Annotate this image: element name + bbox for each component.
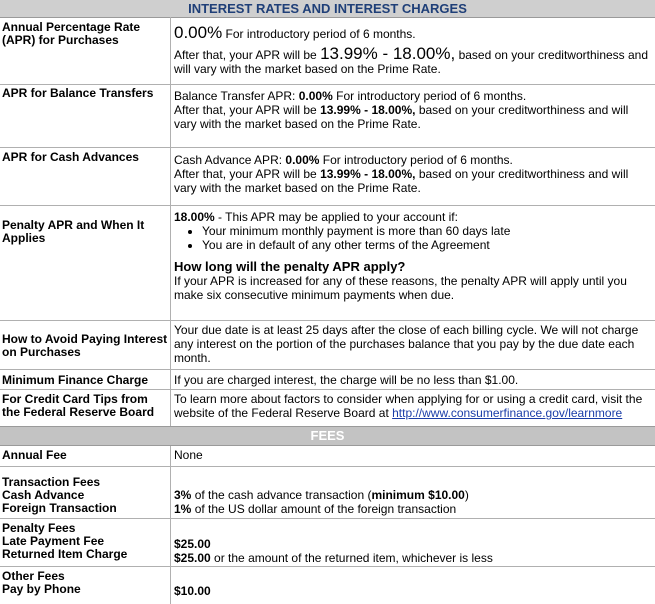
- annual-fee-label: Annual Fee: [2, 448, 67, 462]
- penalty-fees-label: [2, 522, 168, 561]
- penalty-rate: 18.00%: [174, 210, 215, 224]
- min-finance-label: Minimum Finance Charge: [2, 373, 149, 387]
- purchases-range: 13.99% - 18.00%,: [320, 44, 456, 63]
- other-fees-label: [2, 570, 168, 596]
- cash-advance-fee-end: ): [464, 488, 469, 502]
- penalty-desc: - This APR may be applied to your account if:: [218, 210, 458, 224]
- purchases-intro: For introductory period of 6 months.: [225, 27, 416, 41]
- penalty-fees-title: Penalty Fees: [2, 521, 76, 535]
- penalty-conditions-list: [174, 224, 652, 252]
- tips-text: To learn more about factors to consider when applying for or using a credit card, visit the website of the Federal Reserve Board at: [174, 392, 643, 420]
- list-item: • Your minimum monthly payment is more than 60 days late: [202, 224, 652, 238]
- cash-advance-rate: 0.00%: [285, 153, 320, 167]
- row-divider: [0, 389, 655, 390]
- annual-fee-value: None: [174, 448, 203, 462]
- foreign-fee-text: of the US dollar amount of the foreign transaction: [194, 502, 457, 516]
- row-divider: [0, 369, 655, 370]
- balance-transfer-after-prefix: After that, your APR will be: [174, 103, 317, 117]
- late-payment-label: Late Payment Fee: [2, 534, 105, 548]
- interest-rates-header: [0, 0, 655, 18]
- fees-header-title: FEES: [310, 428, 345, 443]
- cash-advance-min: minimum $10.00: [371, 488, 465, 502]
- row-divider: [0, 566, 655, 567]
- cash-advance-intro: For introductory period of 6 months.: [322, 153, 513, 167]
- column-divider-bottom: [170, 444, 171, 604]
- tips-label: For Credit Card Tips from the Federal Reserve Board: [2, 392, 155, 419]
- balance-transfer-after-suffix: based on your creditworthiness and will vary with the market based on the Prime Rate.: [174, 103, 629, 131]
- balance-transfer-intro: For introductory period of 6 months.: [336, 89, 527, 103]
- purchases-apr-value: [174, 23, 652, 76]
- cash-advance-fee-label: Cash Advance: [2, 488, 85, 502]
- purchases-after-prefix: After that, your APR will be: [174, 48, 317, 62]
- avoid-interest-label: How to Avoid Paying Interest on Purchases: [2, 332, 168, 359]
- returned-item-value: $25.00: [174, 551, 211, 565]
- fees-header: [0, 426, 655, 446]
- transaction-fees-label: [2, 476, 168, 515]
- tips-value: [174, 392, 652, 420]
- cash-advance-range: 13.99% - 18.00%,: [320, 167, 416, 181]
- penalty-question: How long will the penalty APR apply?: [174, 259, 406, 274]
- penalty-apr-label: Penalty APR and When It Applies: [2, 218, 145, 245]
- row-divider: [0, 84, 655, 85]
- cash-advance-apr-value: [174, 153, 652, 195]
- transaction-fees-title: Transaction Fees: [2, 475, 101, 489]
- row-divider: [0, 205, 655, 206]
- row-divider: [0, 518, 655, 519]
- foreign-pct: 1%: [174, 502, 192, 516]
- pay-by-phone-amount: $10.00: [174, 584, 211, 598]
- purchases-apr-label: Annual Percentage Rate (APR) for Purchases: [2, 20, 141, 47]
- cash-advance-fee-text: of the cash advance transaction (: [194, 488, 372, 502]
- balance-transfer-apr-label: APR for Balance Transfers: [2, 86, 154, 100]
- returned-item-label: Returned Item Charge: [2, 547, 128, 561]
- cash-advance-pct: 3%: [174, 488, 192, 502]
- penalty-fees-value: [174, 537, 652, 565]
- interest-rates-header-title: INTEREST RATES AND INTEREST CHARGES: [188, 1, 467, 16]
- pay-by-phone-label: Pay by Phone: [2, 582, 81, 596]
- avoid-interest-value: Your due date is at least 25 days after the close of each billing cycle. We will not charge any interest on the portion of the purchases balance that you pay by the due date each month.: [174, 323, 639, 365]
- late-payment-value: $25.00: [174, 537, 211, 551]
- foreign-transaction-label: Foreign Transaction: [2, 501, 117, 515]
- balance-transfer-range: 13.99% - 18.00%,: [320, 103, 416, 117]
- row-divider: [0, 147, 655, 148]
- balance-transfer-apr-value: [174, 89, 652, 131]
- list-item: • You are in default of any other terms of the Agreement: [202, 238, 652, 252]
- returned-item-text: or the amount of the returned item, whichever is less: [214, 551, 493, 565]
- balance-transfer-prefix: Balance Transfer APR:: [174, 89, 296, 103]
- cash-advance-after-suffix: based on your creditworthiness and will vary with the market based on the Prime Rate.: [174, 167, 629, 195]
- purchases-after-suffix: based on your creditworthiness and will vary with the market based on the Prime Rate.: [174, 48, 649, 76]
- cash-advance-prefix: Cash Advance APR:: [174, 153, 283, 167]
- pay-by-phone-value: [174, 584, 652, 598]
- penalty-apr-value: [174, 210, 652, 302]
- balance-transfer-rate: 0.00%: [298, 89, 333, 103]
- other-fees-title: Other Fees: [2, 569, 65, 583]
- cash-advance-apr-label: APR for Cash Advances: [2, 150, 139, 164]
- penalty-answer: If your APR is increased for any of these reasons, the penalty APR will apply until you make six consecutive minimum payments when due.: [174, 274, 627, 302]
- column-divider-top: [170, 17, 171, 426]
- purchases-rate: 0.00%: [174, 23, 223, 42]
- transaction-fees-value: [174, 488, 652, 516]
- learn-more-link[interactable]: http://www.consumerfinance.gov/learnmore: [392, 406, 623, 420]
- min-finance-value: If you are charged interest, the charge will be no less than $1.00.: [174, 373, 519, 387]
- row-divider: [0, 466, 655, 467]
- cash-advance-after-prefix: After that, your APR will be: [174, 167, 317, 181]
- row-divider: [0, 320, 655, 321]
